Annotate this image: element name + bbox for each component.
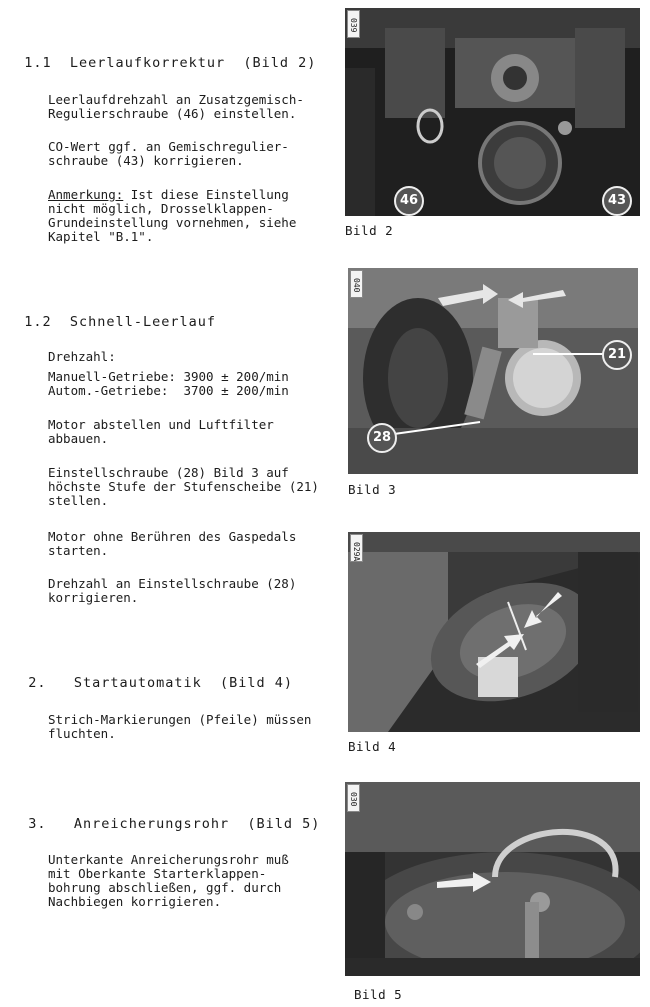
section-3-paragraph: Unterkante Anreicherungsrohr muß mit Oberkante Starterklappen- bohrung abschließen, ggf. durch Nachbiegen korrigieren.: [48, 852, 289, 909]
section-1-1-note: [48, 188, 296, 244]
speed-label: Drehzahl:: [48, 349, 116, 364]
callout-43: 43: [602, 186, 632, 216]
figure-3-tag: 040: [350, 270, 363, 298]
figure-2-tag: 039: [347, 10, 360, 38]
speed-values: Manuell-Getriebe: 3900 ± 200/min Autom.-Getriebe: 3700 ± 200/min: [48, 369, 289, 398]
section-1-1-paragraph-1: Leerlaufdrehzahl an Zusatzgemisch- Regulierschraube (46) einstellen.: [48, 92, 304, 121]
section-2-paragraph: Strich-Markierungen (Pfeile) müssen fluchten.: [48, 712, 312, 741]
section-1-2-paragraph-4: Drehzahl an Einstellschraube (28) korrigieren.: [48, 576, 297, 605]
section-1-2-paragraph-1: Motor abstellen und Luftfilter abbauen.: [48, 417, 274, 446]
callout-21: 21: [602, 340, 632, 370]
section-1-2-paragraph-2: Einstellschraube (28) Bild 3 auf höchste Stufe der Stufenscheibe (21) stellen.: [48, 465, 319, 508]
figure-5-caption: Bild 5: [354, 987, 403, 1002]
note-label: Anmerkung:: [48, 187, 124, 202]
section-1-1-paragraph-2: CO-Wert ggf. an Gemischregulier- schraube (43) korrigieren.: [48, 139, 289, 168]
note-text: Ist diese Einstellung nicht möglich, Drosselklappen- Grundeinstellung vornehmen, siehe Kapitel "B.1".: [48, 187, 297, 244]
section-title: Anreicherungsrohr (Bild 5): [73, 816, 321, 832]
section-2-heading: [10, 662, 293, 690]
figure-2-photo: [345, 8, 640, 216]
section-number: 1.2: [24, 314, 52, 330]
section-title: Startautomatik (Bild 4): [73, 675, 293, 691]
section-number: 1.1: [24, 55, 52, 71]
section-1-2-paragraph-3: Motor ohne Berühren des Gaspedals starten.: [48, 529, 297, 558]
figure-3-photo: [348, 268, 638, 474]
figure-3-caption: Bild 3: [348, 482, 397, 497]
section-1-2-heading: [6, 301, 216, 329]
figure-5-photo: [345, 782, 640, 976]
section-number: 2.: [28, 675, 47, 691]
figure-4-tag: 029A: [350, 534, 363, 562]
figure-5-tag: 030: [347, 784, 360, 812]
callout-46: 46: [394, 186, 424, 216]
section-title: Schnell-Leerlauf: [69, 314, 216, 330]
section-3-heading: [10, 803, 320, 831]
figure-4-photo: [348, 532, 640, 732]
section-1-1-heading: [6, 42, 316, 70]
callout-28: 28: [367, 423, 397, 453]
figure-2-caption: Bild 2: [345, 223, 394, 238]
section-number: 3.: [28, 816, 47, 832]
section-title: Leerlaufkorrektur (Bild 2): [69, 55, 317, 71]
figure-4-caption: Bild 4: [348, 739, 397, 754]
